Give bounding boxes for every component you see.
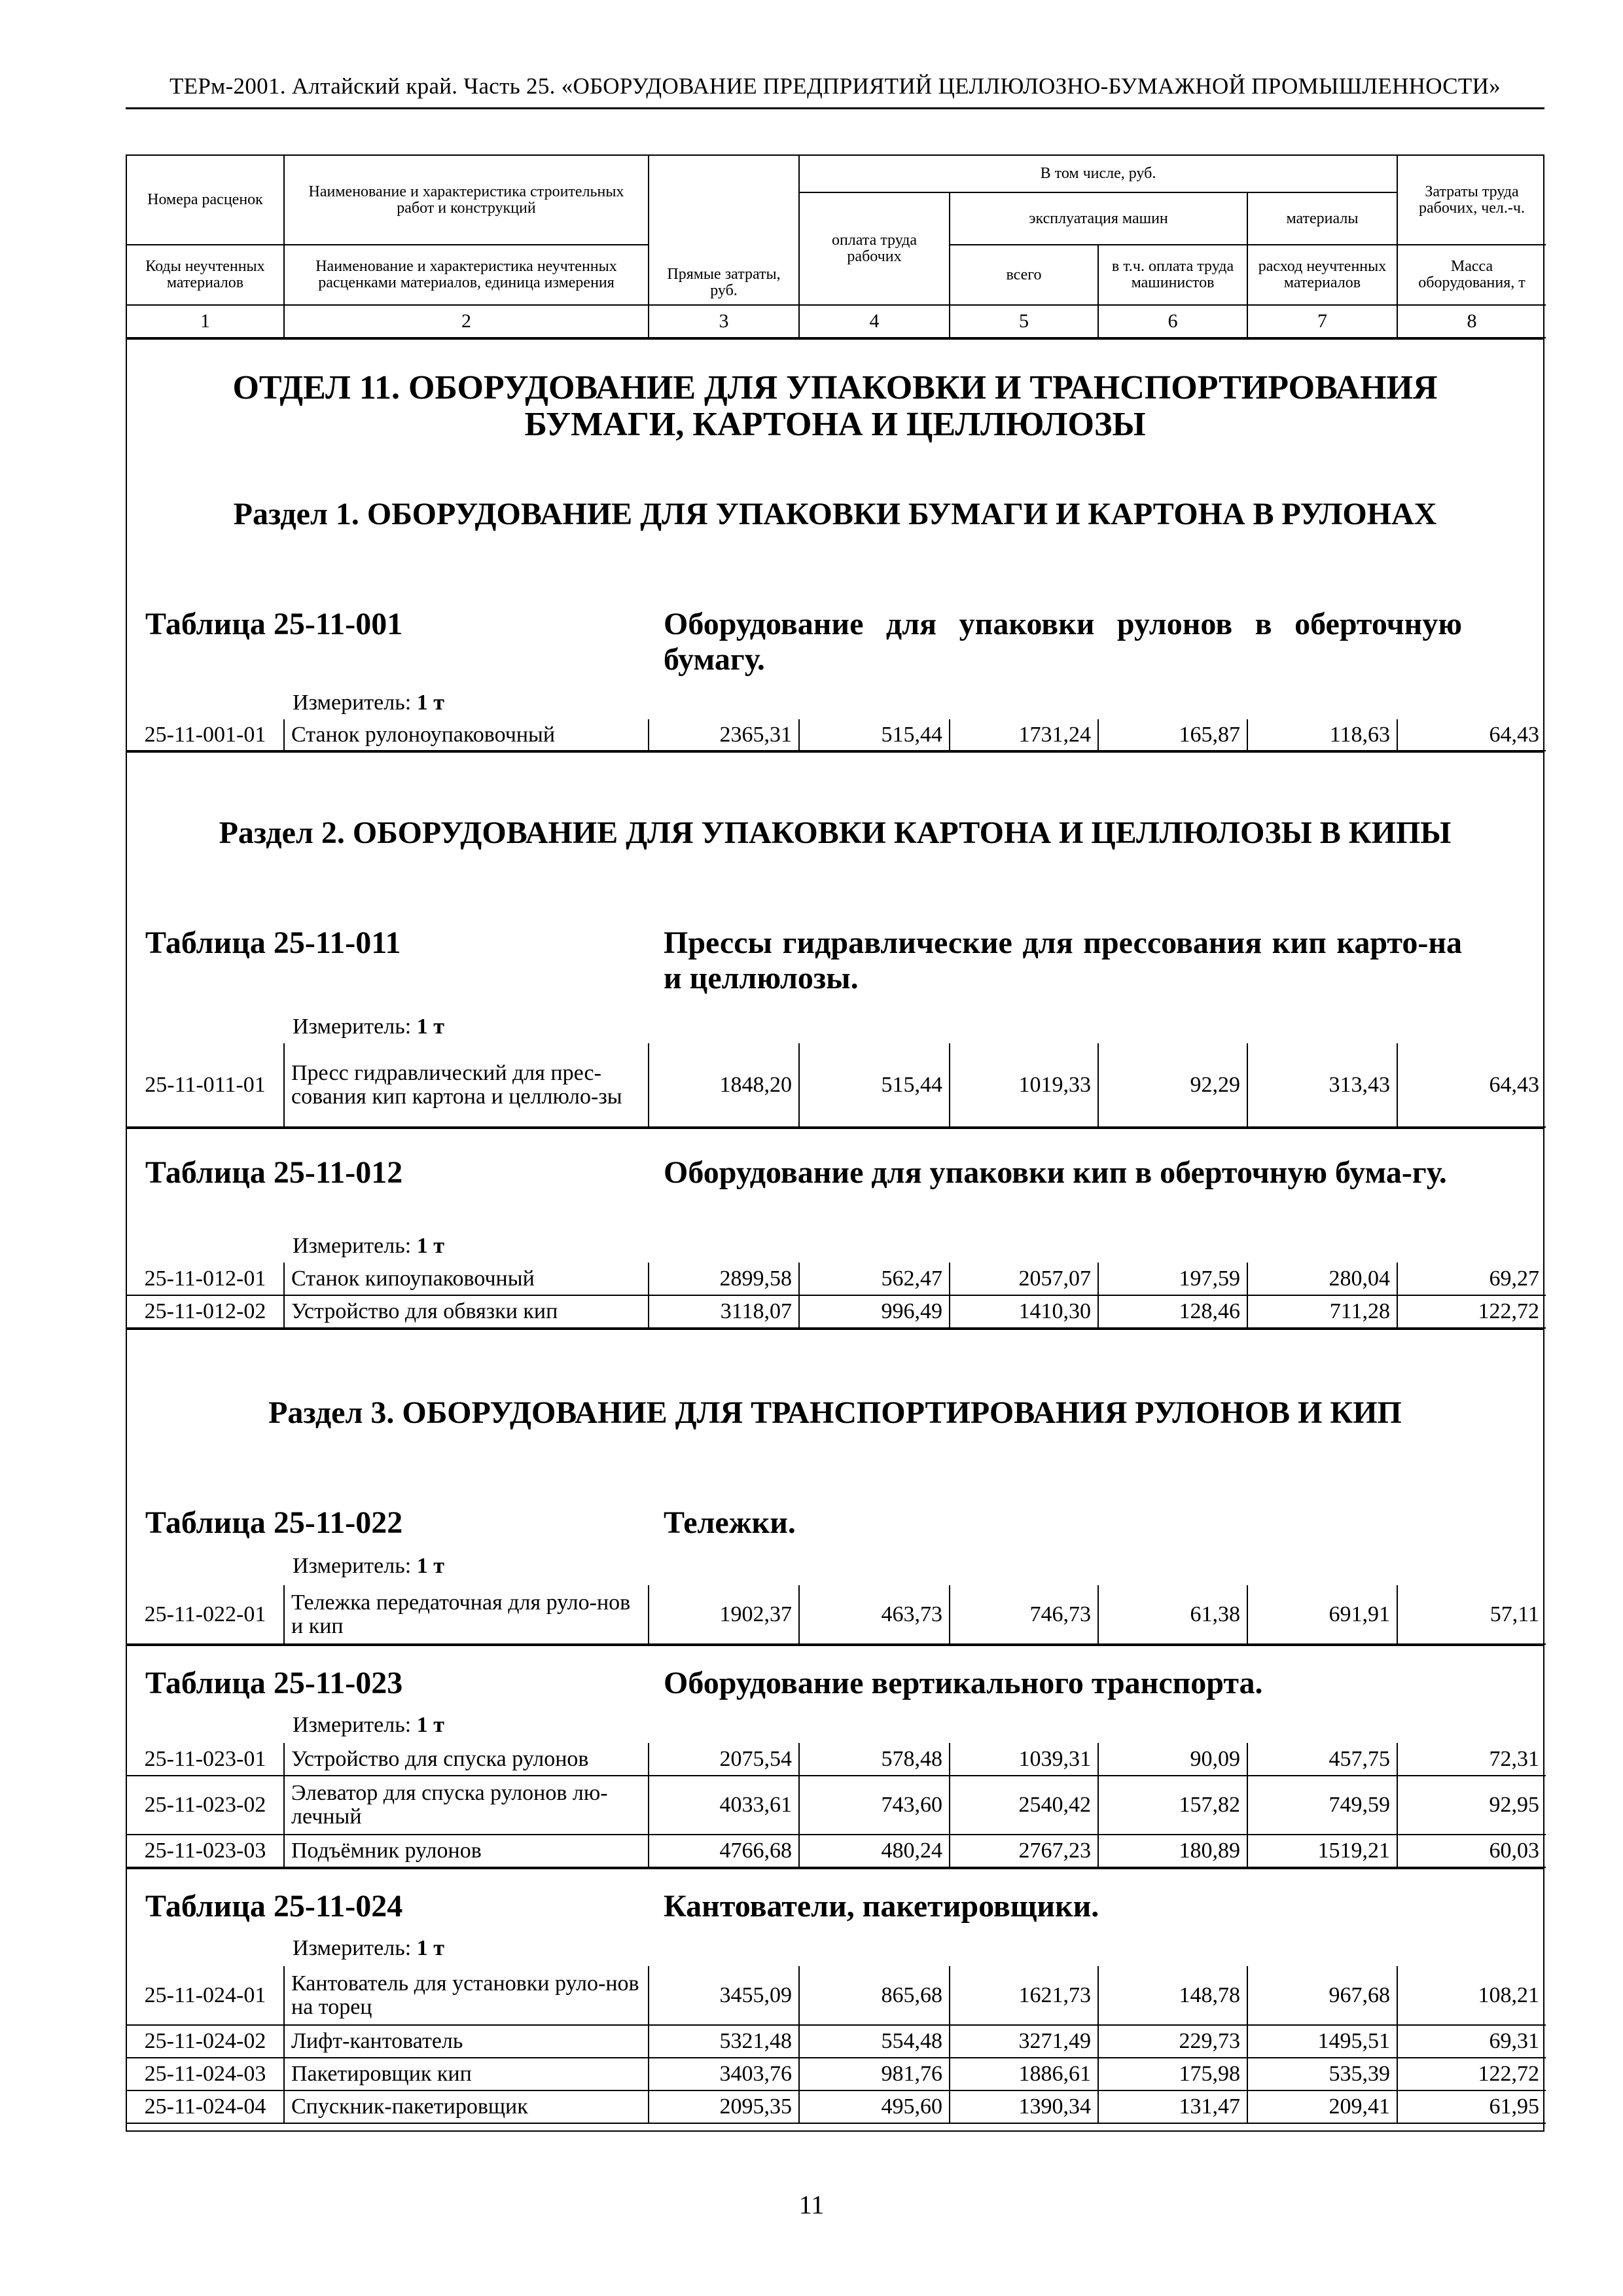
table-row <box>127 1263 1546 1295</box>
header-col2-bottom: Наименование и характеристика неучтенных расценками материалов, единица измерения <box>284 245 649 305</box>
header-col1-top: Номера расценок <box>127 156 284 245</box>
machinist-wages: 61,38 <box>1098 1585 1247 1644</box>
header-col6: в т.ч. оплата труда машинистов <box>1098 245 1247 305</box>
table-023-heading <box>127 1645 1543 1743</box>
row-code: 25-11-024-04 <box>127 2090 284 2123</box>
column-number: 2 <box>284 305 649 338</box>
direct-costs: 2899,58 <box>649 1263 799 1295</box>
header-machines: эксплуатация машин <box>950 192 1247 245</box>
column-number: 1 <box>127 305 284 338</box>
unit-value: 1 т <box>416 691 444 715</box>
row-code: 25-11-024-03 <box>127 2058 284 2090</box>
table-number: Таблица 25-11-001 <box>145 607 403 641</box>
table-title: Прессы гидравлические для прессования кип карто-на и целлюлозы. <box>664 925 1462 996</box>
materials: 457,75 <box>1247 1743 1397 1776</box>
unit-value: 1 т <box>416 1554 444 1578</box>
row-name: Устройство для обвязки кип <box>284 1295 649 1328</box>
machine-total: 1621,73 <box>950 1966 1098 2025</box>
direct-costs: 1902,37 <box>649 1585 799 1644</box>
table-row <box>127 2025 1546 2058</box>
direct-costs: 4033,61 <box>649 1776 799 1835</box>
otdel-title: ОТДЕЛ 11. ОБОРУДОВАНИЕ ДЛЯ УПАКОВКИ И ТРАНСПОРТИРОВАНИЯ БУМАГИ, КАРТОНА И ЦЕЛЛЮЛОЗЫ <box>232 369 1438 443</box>
row-code: 25-11-012-01 <box>127 1263 284 1295</box>
direct-costs: 3118,07 <box>649 1295 799 1328</box>
machine-total: 2057,07 <box>950 1263 1098 1295</box>
machine-total: 2540,42 <box>950 1776 1098 1835</box>
labor-hours: 108,21 <box>1397 1966 1546 2025</box>
rates-table-25-11-022 <box>127 1585 1546 1645</box>
table-number: Таблица 25-11-011 <box>145 925 401 960</box>
unit-label: Измеритель: <box>293 1234 412 1258</box>
row-name: Тележка передаточная для руло-нов и кип <box>284 1585 649 1644</box>
machine-total: 1886,61 <box>950 2058 1098 2090</box>
header-col7: расход неучтенных материалов <box>1247 245 1397 305</box>
labor-wages: 515,44 <box>799 1043 950 1127</box>
table-row <box>127 1776 1546 1835</box>
materials: 280,04 <box>1247 1263 1397 1295</box>
rates-table-25-11-001 <box>127 719 1546 751</box>
row-code: 25-11-022-01 <box>127 1585 284 1644</box>
unit-value: 1 т <box>416 1014 444 1039</box>
header-col2-top: Наименование и характеристика строительных работ и конструкций <box>284 156 649 245</box>
row-code: 25-11-024-01 <box>127 1966 284 2025</box>
row-code: 25-11-023-01 <box>127 1743 284 1776</box>
machinist-wages: 157,82 <box>1098 1776 1247 1835</box>
labor-wages: 743,60 <box>799 1776 950 1835</box>
machinist-wages: 131,47 <box>1098 2090 1247 2123</box>
labor-hours: 64,43 <box>1397 1043 1546 1127</box>
labor-hours: 57,11 <box>1397 1585 1546 1644</box>
labor-hours: 72,31 <box>1397 1743 1546 1776</box>
direct-costs: 2365,31 <box>649 719 799 751</box>
materials: 749,59 <box>1247 1776 1397 1835</box>
row-name: Спускник-пакетировщик <box>284 2090 649 2123</box>
materials: 1519,21 <box>1247 1835 1397 1867</box>
table-024-heading <box>127 1868 1543 1966</box>
unit-line <box>293 691 444 715</box>
materials: 535,39 <box>1247 2058 1397 2090</box>
labor-hours: 122,72 <box>1397 2058 1546 2090</box>
row-name: Пресс гидравлический для прес-сования кип картона и целлюло-зы <box>284 1043 649 1127</box>
direct-costs: 4766,68 <box>649 1835 799 1867</box>
row-name: Кантователь для установки руло-нов на торец <box>284 1966 649 2025</box>
unit-line <box>293 1554 444 1579</box>
machinist-wages: 148,78 <box>1098 1966 1247 2025</box>
machinist-wages: 165,87 <box>1098 719 1247 751</box>
table-row <box>127 1835 1546 1867</box>
labor-hours: 64,43 <box>1397 719 1546 751</box>
row-code: 25-11-001-01 <box>127 719 284 751</box>
machine-total: 1019,33 <box>950 1043 1098 1127</box>
section-block-1 <box>127 338 1543 719</box>
row-code: 25-11-023-03 <box>127 1835 284 1867</box>
row-code: 25-11-024-02 <box>127 2025 284 2058</box>
labor-hours: 92,95 <box>1397 1776 1546 1835</box>
unit-label: Измеритель: <box>293 1936 412 1960</box>
table-title: Оборудование вертикального транспорта. <box>664 1666 1263 1700</box>
machine-total: 3271,49 <box>950 2025 1098 2058</box>
section-block-3 <box>127 1329 1543 1585</box>
direct-costs: 5321,48 <box>649 2025 799 2058</box>
direct-costs: 3403,76 <box>649 2058 799 2090</box>
row-name: Пакетировщик кип <box>284 2058 649 2090</box>
razdel-3-title: Раздел 3. ОБОРУДОВАНИЕ ДЛЯ ТРАНСПОРТИРОВАНИЯ РУЛОНОВ И КИП <box>268 1395 1402 1430</box>
table-title: Оборудование для упаковки кип в оберточную бума-гу. <box>664 1155 1447 1190</box>
table-row <box>127 1585 1546 1644</box>
row-name: Станок рулоноупаковочный <box>284 719 649 751</box>
machinist-wages: 175,98 <box>1098 2058 1247 2090</box>
materials: 209,41 <box>1247 2090 1397 2123</box>
header-col3: Прямые затраты, руб. <box>649 156 799 305</box>
labor-wages: 996,49 <box>799 1295 950 1328</box>
column-number: 3 <box>649 305 799 338</box>
machine-total: 1410,30 <box>950 1295 1098 1328</box>
table-number: Таблица 25-11-023 <box>145 1666 403 1700</box>
table-number: Таблица 25-11-012 <box>145 1155 403 1190</box>
row-name: Устройство для спуска рулонов <box>284 1743 649 1776</box>
table-number: Таблица 25-11-024 <box>145 1889 403 1924</box>
column-number: 4 <box>799 305 950 338</box>
unit-line <box>293 1713 444 1738</box>
table-title: Кантователи, пакетировщики. <box>664 1889 1099 1924</box>
labor-wages: 515,44 <box>799 719 950 751</box>
machine-total: 1731,24 <box>950 719 1098 751</box>
labor-hours: 69,27 <box>1397 1263 1546 1295</box>
column-number: 8 <box>1397 305 1546 338</box>
direct-costs: 2075,54 <box>649 1743 799 1776</box>
table-row <box>127 2058 1546 2090</box>
rates-table-25-11-023 <box>127 1743 1546 1868</box>
machinist-wages: 128,46 <box>1098 1295 1247 1328</box>
rates-table-25-11-012 <box>127 1263 1546 1329</box>
direct-costs: 2095,35 <box>649 2090 799 2123</box>
header-col1-bottom: Коды неучтенных материалов <box>127 245 284 305</box>
unit-line <box>293 1936 444 1961</box>
unit-label: Измеритель: <box>293 1554 412 1578</box>
unit-value: 1 т <box>416 1936 444 1960</box>
labor-wages: 554,48 <box>799 2025 950 2058</box>
labor-wages: 981,76 <box>799 2058 950 2090</box>
table-row <box>127 1966 1546 2025</box>
labor-hours: 69,31 <box>1397 2025 1546 2058</box>
header-col8-top: Затраты труда рабочих, чел.-ч. <box>1397 156 1546 245</box>
razdel-1-title: Раздел 1. ОБОРУДОВАНИЕ ДЛЯ УПАКОВКИ БУМАГИ И КАРТОНА В РУЛОНАХ <box>233 497 1437 531</box>
unit-label: Измеритель: <box>293 691 412 715</box>
table-row <box>127 1295 1546 1328</box>
row-code: 25-11-023-02 <box>127 1776 284 1835</box>
unit-label: Измеритель: <box>293 1014 412 1039</box>
direct-costs: 1848,20 <box>649 1043 799 1127</box>
column-number: 6 <box>1098 305 1247 338</box>
labor-hours: 60,03 <box>1397 1835 1546 1867</box>
row-name: Станок кипоупаковочный <box>284 1263 649 1295</box>
machine-total: 1390,34 <box>950 2090 1098 2123</box>
section-block-2 <box>127 751 1543 1043</box>
labor-wages: 562,47 <box>799 1263 950 1295</box>
unit-line <box>293 1014 444 1039</box>
materials: 313,43 <box>1247 1043 1397 1127</box>
labor-wages: 578,48 <box>799 1743 950 1776</box>
machinist-wages: 197,59 <box>1098 1263 1247 1295</box>
header-col5: всего <box>950 245 1098 305</box>
materials: 118,63 <box>1247 719 1397 751</box>
row-code: 25-11-011-01 <box>127 1043 284 1127</box>
machine-total: 746,73 <box>950 1585 1098 1644</box>
table-012-heading <box>127 1128 1543 1263</box>
row-name: Лифт-кантователь <box>284 2025 649 2058</box>
header-col8-bottom: Масса оборудования, т <box>1397 245 1546 305</box>
table-row <box>127 1743 1546 1776</box>
machinist-wages: 92,29 <box>1098 1043 1247 1127</box>
razdel-2-title: Раздел 2. ОБОРУДОВАНИЕ ДЛЯ УПАКОВКИ КАРТОНА И ЦЕЛЛЮЛОЗЫ В КИПЫ <box>219 816 1452 850</box>
running-head: ТЕРм-2001. Алтайский край. Часть 25. «ОБОРУДОВАНИЕ ПРЕДПРИЯТИЙ ЦЕЛЛЮЛОЗНО-БУМАЖНОЙ ПРОМЫШЛЕННОСТИ» <box>169 73 1501 99</box>
unit-label: Измеритель: <box>293 1713 412 1737</box>
table-row <box>127 2090 1546 2123</box>
row-code: 25-11-012-02 <box>127 1295 284 1328</box>
machinist-wages: 229,73 <box>1098 2025 1247 2058</box>
row-name: Подъёмник рулонов <box>284 1835 649 1867</box>
header-materials: материалы <box>1247 192 1397 245</box>
labor-wages: 865,68 <box>799 1966 950 2025</box>
unit-value: 1 т <box>416 1713 444 1737</box>
column-number: 7 <box>1247 305 1397 338</box>
unit-line <box>293 1234 444 1259</box>
labor-hours: 122,72 <box>1397 1295 1546 1328</box>
labor-wages: 480,24 <box>799 1835 950 1867</box>
labor-hours: 61,95 <box>1397 2090 1546 2123</box>
labor-wages: 463,73 <box>799 1585 950 1644</box>
rates-frame <box>126 154 1544 2132</box>
row-name: Элеватор для спуска рулонов лю-лечный <box>284 1776 649 1835</box>
table-title: Тележки. <box>664 1505 796 1540</box>
machinist-wages: 90,09 <box>1098 1743 1247 1776</box>
header-col4: оплата труда рабочих <box>799 192 950 305</box>
materials: 711,28 <box>1247 1295 1397 1328</box>
direct-costs: 3455,09 <box>649 1966 799 2025</box>
materials: 967,68 <box>1247 1966 1397 2025</box>
machinist-wages: 180,89 <box>1098 1835 1247 1867</box>
page-number: 11 <box>798 2190 825 2219</box>
materials: 691,91 <box>1247 1585 1397 1644</box>
table-row <box>127 719 1546 751</box>
column-number: 5 <box>950 305 1098 338</box>
header-rule <box>126 107 1544 109</box>
materials: 1495,51 <box>1247 2025 1397 2058</box>
table-row <box>127 1043 1546 1127</box>
table-number: Таблица 25-11-022 <box>145 1505 403 1540</box>
unit-value: 1 т <box>416 1234 444 1258</box>
table-title: Оборудование для упаковки рулонов в оберточную бумагу. <box>664 607 1462 677</box>
labor-wages: 495,60 <box>799 2090 950 2123</box>
header-in-total: В том числе, руб. <box>799 156 1397 192</box>
rates-table-25-11-011 <box>127 1043 1546 1128</box>
column-header-table <box>127 156 1546 338</box>
machine-total: 1039,31 <box>950 1743 1098 1776</box>
machine-total: 2767,23 <box>950 1835 1098 1867</box>
rates-table-25-11-024 <box>127 1966 1546 2124</box>
